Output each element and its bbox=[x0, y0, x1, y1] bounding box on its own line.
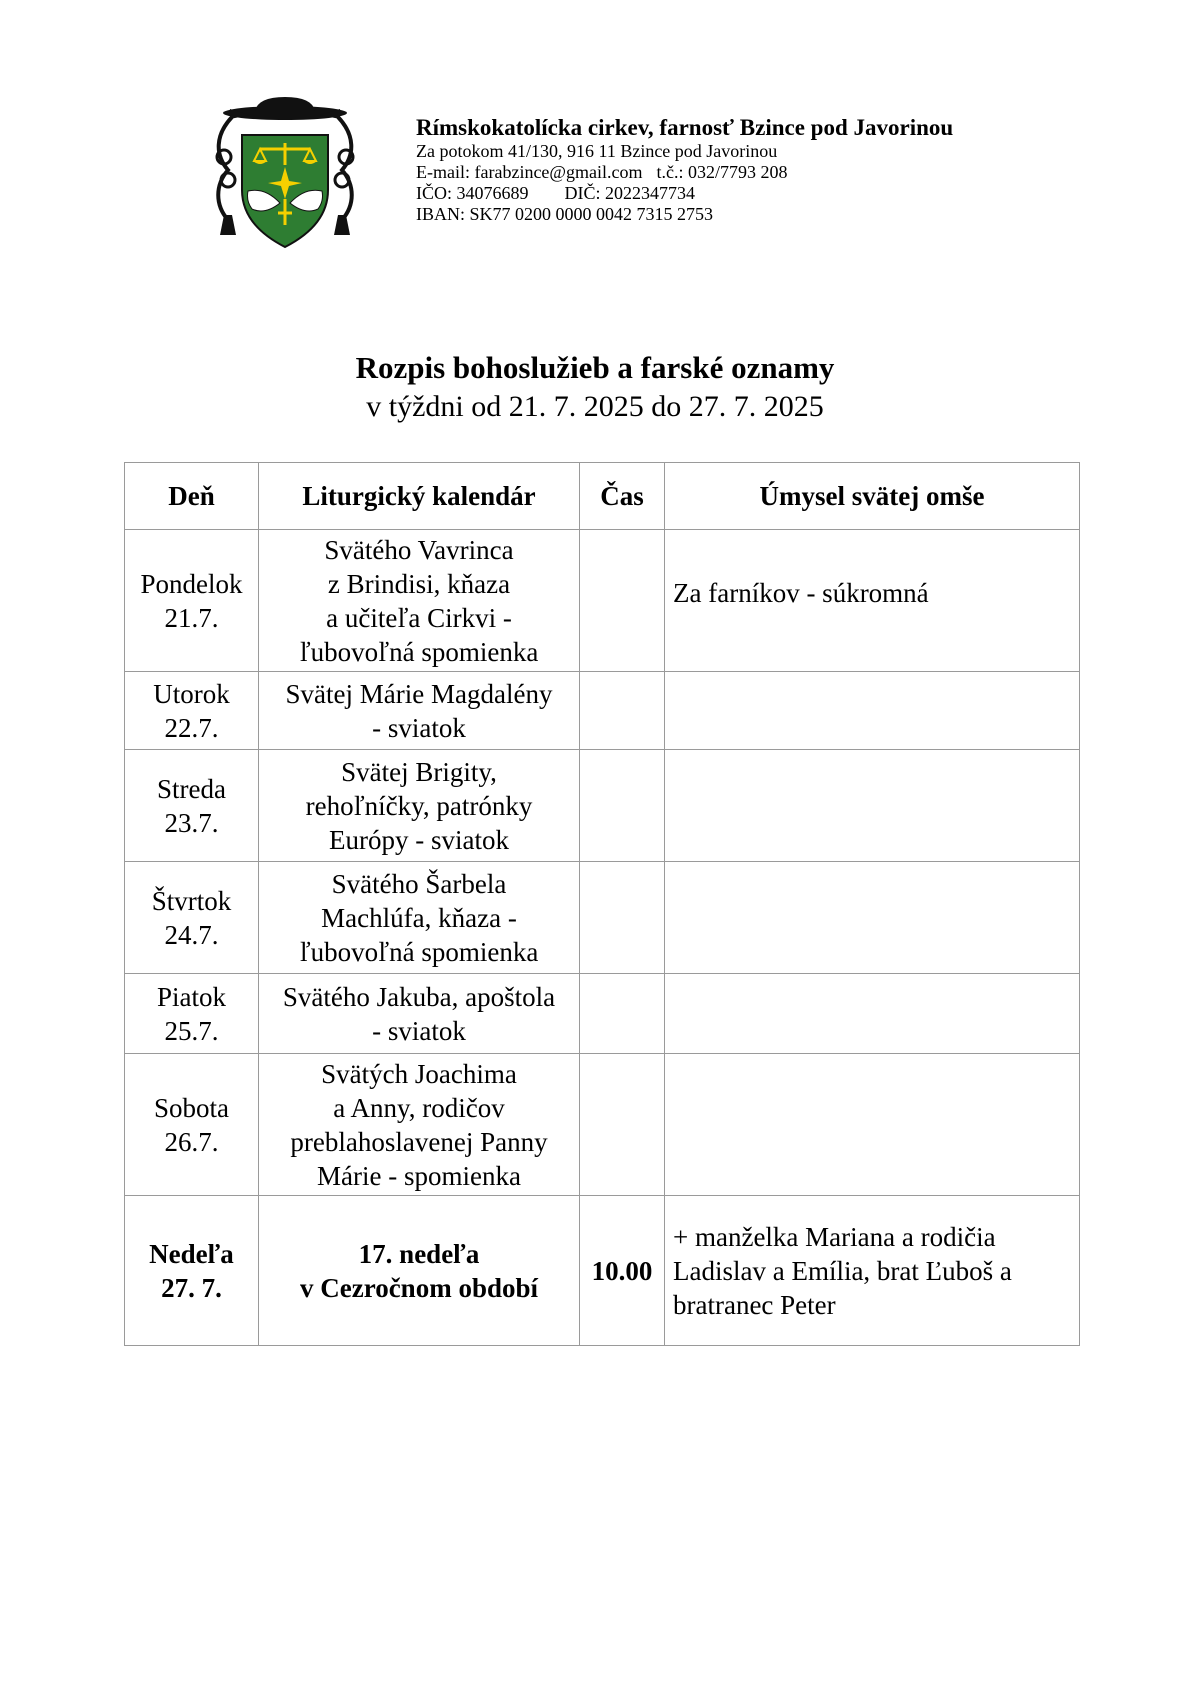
table-row bbox=[125, 1196, 1080, 1346]
liturgy-cell-line: Európy - sviatok bbox=[329, 824, 509, 855]
iban: IBAN: SK77 0200 0000 0042 7315 2753 bbox=[416, 204, 714, 224]
liturgy-cell-line: - sviatok bbox=[372, 712, 466, 743]
ico: IČO: 34076689 bbox=[416, 183, 529, 203]
day-cell-line: 21.7. bbox=[164, 602, 219, 633]
day-cell bbox=[125, 750, 259, 862]
table-row bbox=[125, 750, 1080, 862]
intention-cell bbox=[665, 750, 1080, 862]
liturgy-cell-line: - sviatok bbox=[372, 1015, 466, 1046]
day-cell-line: Sobota bbox=[153, 1092, 229, 1123]
phone: t.č.: 032/7793 208 bbox=[656, 162, 788, 182]
day-cell-line: Piatok bbox=[156, 981, 226, 1012]
intention-cell bbox=[665, 974, 1080, 1054]
header-time: Čas bbox=[580, 463, 665, 530]
day-cell-line: 25.7. bbox=[164, 1015, 219, 1046]
liturgy-cell-line: rehoľníčky, patrónky bbox=[305, 790, 533, 821]
time-cell bbox=[580, 672, 665, 750]
intention-cell-line: Za farníkov - súkromná bbox=[673, 578, 929, 608]
day-cell-line: Streda bbox=[157, 773, 226, 804]
day-cell-line: Štvrtok bbox=[151, 885, 232, 916]
day-cell bbox=[125, 1054, 259, 1196]
time-cell bbox=[580, 750, 665, 862]
liturgy-cell-line: a Anny, rodičov bbox=[333, 1092, 505, 1123]
day-cell-line: 24.7. bbox=[164, 919, 219, 950]
header-mass-intention: Úmysel svätej omše bbox=[665, 463, 1080, 530]
day-cell-line: 22.7. bbox=[164, 712, 219, 743]
day-cell bbox=[125, 530, 259, 672]
table-row bbox=[125, 530, 1080, 672]
day-cell bbox=[125, 672, 259, 750]
liturgy-cell-line: Svätého Vavrinca bbox=[324, 534, 514, 565]
day-cell-line: 23.7. bbox=[164, 807, 219, 838]
liturgy-cell bbox=[259, 1196, 580, 1346]
liturgy-cell-line: Machlúfa, kňaza - bbox=[321, 902, 517, 933]
liturgy-cell bbox=[259, 750, 580, 862]
intention-cell-line: Ladislav a Emília, brat Ľuboš a bbox=[673, 1255, 1012, 1286]
time-cell bbox=[580, 862, 665, 974]
letterhead bbox=[210, 95, 1110, 255]
table-row bbox=[125, 862, 1080, 974]
day-cell-line: Nedeľa bbox=[149, 1238, 234, 1269]
liturgy-cell bbox=[259, 974, 580, 1054]
liturgy-cell bbox=[259, 862, 580, 974]
intention-cell bbox=[665, 672, 1080, 750]
organization-info bbox=[416, 115, 953, 225]
email: E-mail: farabzince@gmail.com bbox=[416, 162, 643, 182]
header-day: Deň bbox=[125, 463, 259, 530]
table-header-row bbox=[125, 463, 1080, 530]
liturgy-cell-line: z Brindisi, kňaza bbox=[327, 568, 511, 599]
liturgy-cell-line: v Cezročnom období bbox=[299, 1272, 538, 1303]
time-cell bbox=[580, 974, 665, 1054]
liturgy-cell-line: Svätej Márie Magdalény bbox=[285, 678, 553, 709]
liturgy-cell-line: preblahoslavenej Panny bbox=[290, 1126, 548, 1157]
address: Za potokom 41/130, 916 11 Bzince pod Javorinou bbox=[416, 141, 778, 161]
time-cell: 10.00 bbox=[580, 1196, 665, 1346]
day-cell bbox=[125, 1196, 259, 1346]
intention-cell bbox=[665, 530, 1080, 672]
liturgy-cell bbox=[259, 1054, 580, 1196]
day-cell-line: 27. 7. bbox=[161, 1272, 222, 1303]
liturgy-cell-line: Svätej Brigity, bbox=[341, 756, 497, 787]
day-cell-line: Utorok bbox=[153, 678, 230, 709]
contact-row bbox=[416, 162, 953, 183]
day-cell bbox=[125, 862, 259, 974]
time-cell bbox=[580, 530, 665, 672]
liturgy-cell bbox=[259, 530, 580, 672]
liturgy-cell-line: Svätých Joachima bbox=[321, 1058, 517, 1089]
liturgy-cell-line: a učiteľa Cirkvi - bbox=[326, 602, 512, 633]
liturgy-cell-line: ľubovoľná spomienka bbox=[299, 936, 539, 967]
table-row bbox=[125, 1054, 1080, 1196]
intention-cell bbox=[665, 1054, 1080, 1196]
liturgy-cell-line: Svätého Jakuba, apoštola bbox=[282, 981, 556, 1012]
table-row bbox=[125, 974, 1080, 1054]
day-cell bbox=[125, 974, 259, 1054]
liturgy-cell-line: ľubovoľná spomienka bbox=[299, 636, 539, 667]
day-cell-line: Pondelok bbox=[140, 568, 243, 599]
schedule-body bbox=[125, 530, 1080, 1346]
page-title: Rozpis bohoslužieb a farské oznamy bbox=[355, 350, 835, 385]
intention-cell bbox=[665, 862, 1080, 974]
liturgy-cell bbox=[259, 672, 580, 750]
header-liturgical-calendar: Liturgický kalendár bbox=[259, 463, 580, 530]
liturgy-cell-line: 17. nedeľa bbox=[358, 1238, 480, 1269]
liturgy-cell-line: Svätého Šarbela bbox=[331, 868, 507, 899]
dic: DIČ: 2022347734 bbox=[564, 183, 695, 203]
day-cell-line: 26.7. bbox=[164, 1126, 219, 1157]
parish-coat-of-arms-logo bbox=[210, 95, 360, 250]
time-cell bbox=[580, 1054, 665, 1196]
organization-name: Rímskokatolícka cirkev, farnosť Bzince pod Javorinou bbox=[416, 115, 954, 140]
intention-cell bbox=[665, 1196, 1080, 1346]
tax-ids-row bbox=[416, 183, 953, 204]
schedule-table bbox=[124, 462, 1080, 1346]
intention-cell-line: bratranec Peter bbox=[673, 1289, 836, 1320]
liturgy-cell-line: Márie - spomienka bbox=[317, 1160, 521, 1191]
page-subtitle: v týždni od 21. 7. 2025 do 27. 7. 2025 bbox=[366, 390, 824, 423]
table-row bbox=[125, 672, 1080, 750]
intention-cell-line: + manželka Mariana a rodičia bbox=[673, 1221, 996, 1252]
